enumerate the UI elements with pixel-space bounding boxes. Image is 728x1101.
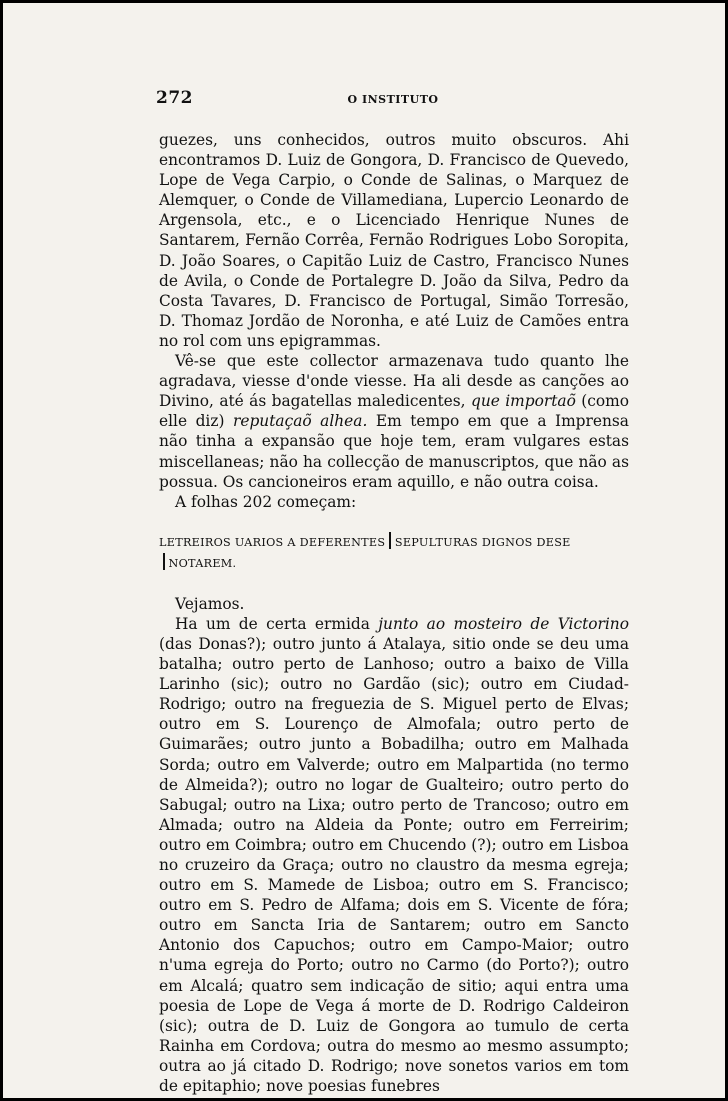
divider-bar <box>163 553 165 570</box>
divider-bar <box>389 532 391 549</box>
page-header <box>156 88 630 112</box>
running-title: O INSTITUTO <box>347 93 439 106</box>
text-run: Vê-se que este collector armazenava tudo quanto lhe agradava, viesse d'onde viesse. Ha ali desde as canções ao Divino, até ás bagatellas maledicentes, <box>159 352 629 411</box>
text-run: (das Donas?); outro junto á Atalaya, sitio onde se deu uma batalha; outro perto de Lanhoso; outro a baixo de Villa Larinho (sic); outro no Gardão (sic); outro em Ciudad-Rodrigo; outro na freguezia de S. Miguel perto de Elvas; outro em S. Lourenço de Almofala; outro perto de Guimarães; outro junto a Bobadilha; outro em Malhada Sorda; outro em Valverde; outro em Malpartida (no termo de Almeida?); outro no logar de Gualteiro; outro perto do Sabugal; outro na Lixa; outro perto de Trancoso; outro em Almada; outro na Aldeia da Ponte; outro em Ferreirim; outro em Coimbra; outro em Chucendo (?); outro em Lisboa no cruzeiro da Graça; outro no claustro da mesma egreja; outro em S. Mamede de Lisboa; outro em S. Francisco; outro em S. Pedro de Alfama; dois em S. Vicente de fóra; outro em Sancta Iria de Santarem; outro em Sancto Antonio dos Capuchos; outro em Campo-Maior; outro n'uma egreja do Porto; outro no Carmo (do Porto?); outro em Alcalá; quatro sem indicação de sitio; aqui entra uma poesia de Lope de Vega á morte de D. Rodrigo Caldeiron (sic); outra de D. Luiz de Gongora ao tumulo de certa Rainha em Cordova; outra do mesmo ao mesmo assumpto; outra ao já citado D. Rodrigo; nove sonetos varios em tom de epitaphio; nove poesias funebres <box>159 634 629 1096</box>
paragraph <box>159 351 629 492</box>
page-number: 272 <box>156 88 193 108</box>
title-part: NOTAREM. <box>168 556 237 570</box>
paragraph: A folhas 202 começam: <box>175 492 357 511</box>
text-run: Ha um de certa ermida <box>175 614 370 633</box>
title-part: LETREIROS UARIOS A DEFERENTES <box>159 535 386 549</box>
text-run: (como elle diz) <box>159 392 629 431</box>
paragraph: guezes, uns conhecidos, outros muito obscuros. Ahi encontramos D. Luiz de Gongora, D. Francisco de Quevedo, Lope de Vega Carpio, o Conde de Salinas, o Marquez de Alemquer, o Conde de Villamediana, Lupercio Leonardo de Argensola, etc., e o Licenciado Henrique Nunes de Santarem, Fernão Corrêa, Fernão Rodrigues Lobo Soropita, D. João Soares, o Capitão Luiz de Castro, Francisco Nunes de Avila, o Conde de Portalegre D. João da Silva, Pedro da Costa Tavares, D. Francisco de Portugal, Simão Torresão, D. Thomaz Jordão de Noronha, e até Luiz de Camões entra no rol com uns epigrammas. <box>159 131 629 350</box>
text-run: Em tempo em que a Imprensa não tinha a expansão que hoje tem, eram vulgares estas miscellaneas; não ha collecção de manuscriptos, que não as possua. Os cancioneiros eram aquillo, e não outra coisa. <box>159 412 629 491</box>
text-body <box>159 130 629 1096</box>
paragraph <box>159 614 629 1096</box>
italic-quote: que importaõ <box>470 392 576 411</box>
italic-quote: reputaçaõ alhea. <box>232 412 368 431</box>
italic-place: junto ao mosteiro de Victorino <box>378 614 629 633</box>
manuscript-title <box>159 532 629 574</box>
paragraph: Vejamos. <box>175 594 245 613</box>
title-part: SEPULTURAS DIGNOS DESE <box>394 535 571 549</box>
